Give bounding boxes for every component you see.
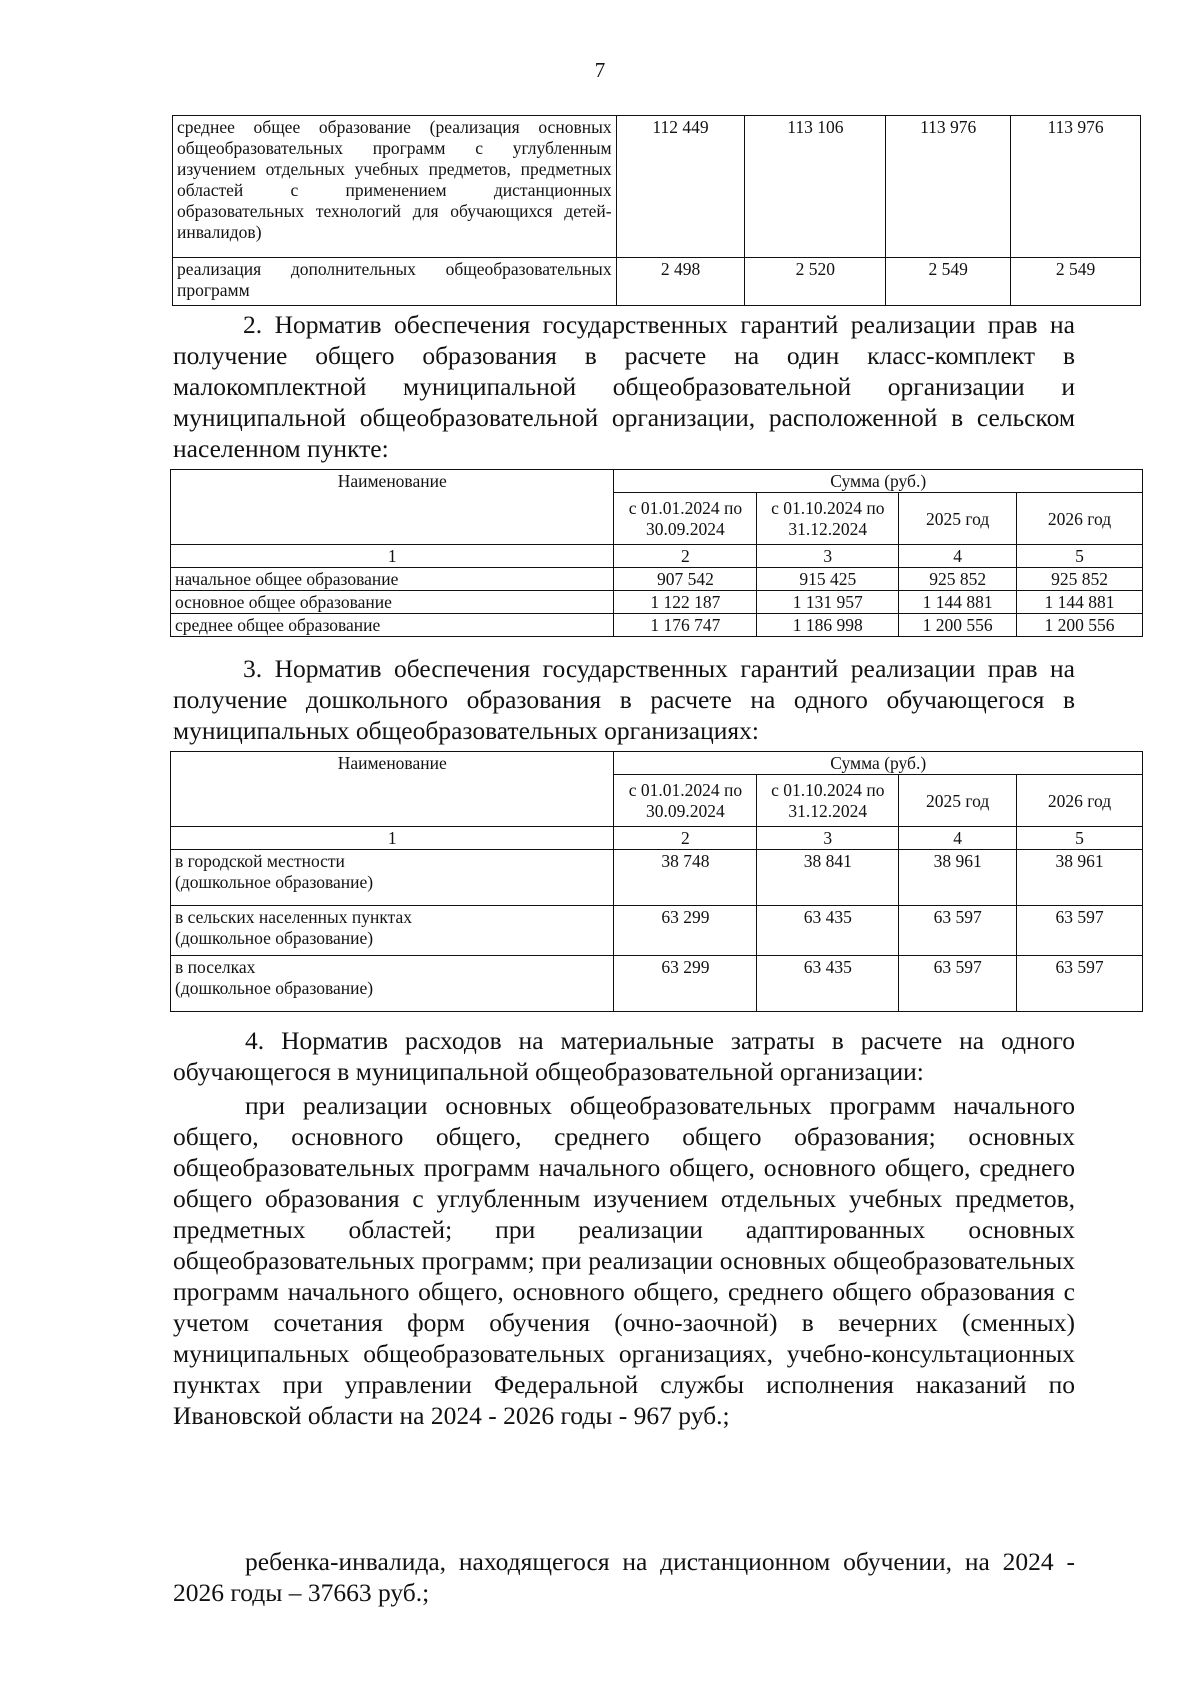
column-number: 4 xyxy=(899,827,1017,850)
value-cell: 2 549 xyxy=(886,258,1011,306)
column-numbers-row xyxy=(171,827,1143,850)
header-period: 2025 год xyxy=(899,493,1017,545)
value-cell: 925 852 xyxy=(899,568,1017,591)
value-cell: 63 597 xyxy=(899,956,1017,1012)
row-name: начальное общее образование xyxy=(171,568,614,591)
table-row xyxy=(171,568,1143,591)
column-number: 1 xyxy=(171,827,614,850)
row-name xyxy=(171,906,614,956)
row-name xyxy=(171,956,614,1012)
value-cell: 2 520 xyxy=(745,258,886,306)
value-cell: 112 449 xyxy=(616,116,745,258)
column-number: 5 xyxy=(1017,545,1143,568)
value-cell: 63 299 xyxy=(614,906,757,956)
column-number: 2 xyxy=(614,545,757,568)
value-cell: 1 144 881 xyxy=(899,591,1017,614)
page-number: 7 xyxy=(594,58,606,82)
row-name: основное общее образование xyxy=(171,591,614,614)
table-row xyxy=(171,614,1143,637)
section-2-text: 2. Норматив обеспечения государственных гарантий реализации прав на получение общего образования в расчете на один класс-комплект в малокомплектной муниципальной общеобразовательной организации и муниципальной общеобразовательной организации, расположенной в сельском населенном пункте: xyxy=(173,310,1075,463)
column-number: 3 xyxy=(757,827,899,850)
table-preschool xyxy=(170,751,1143,1012)
row-name-line2: (дошкольное образование) xyxy=(175,872,374,892)
section-4-item-1: при реализации основных общеобразовательных программ начального общего, основного общего, среднего общего образования; основных общеобразовательных программ начального общего, основного общего, среднего общего образования с углубленным изучением отдельных учебных предметов, предметных областей; при реализации адаптированных основных общеобразовательных программ; при реализации основных общеобразовательных программ начального общего, основного общего, среднего общего образования с учетом сочетания форм обучения (очно-заочной) в вечерних (сменных) муниципальных общеобразовательных организациях, учебно-консультационных пунктах при управлении Федеральной службы исполнения наказаний по Ивановской области на 2024 - 2026 годы - 967 руб.; xyxy=(173,1091,1075,1430)
row-name-line1: в городской местности xyxy=(175,851,345,871)
header-period: 2026 год xyxy=(1017,775,1143,827)
header-period: с 01.01.2024 по 30.09.2024 xyxy=(614,493,757,545)
value-cell: 907 542 xyxy=(614,568,757,591)
header-period: с 01.01.2024 по 30.09.2024 xyxy=(614,775,757,827)
header-period: с 01.10.2024 по 31.12.2024 xyxy=(757,493,899,545)
table-row xyxy=(171,906,1143,956)
value-cell: 38 841 xyxy=(757,850,899,906)
table-row xyxy=(173,116,1141,258)
table-continuation xyxy=(172,115,1141,306)
header-sum: Сумма (руб.) xyxy=(614,752,1143,775)
table-row xyxy=(171,956,1143,1012)
row-name: среднее общее образование xyxy=(171,614,614,637)
table-row xyxy=(171,850,1143,906)
header-name: Наименование xyxy=(171,470,614,545)
row-name-line1: в сельских населенных пунктах xyxy=(175,907,412,927)
row-name: среднее общее образование (реализация основных общеобразовательных программ с углубленным изучением отдельных учебных предметов, предметных областей с применением дистанционных образовательных технологий для обучающихся детей-инвалидов) xyxy=(173,116,617,258)
table-row xyxy=(173,258,1141,306)
value-cell: 2 549 xyxy=(1011,258,1141,306)
value-cell: 38 748 xyxy=(614,850,757,906)
row-name: реализация дополнительных общеобразовательных программ xyxy=(173,258,617,306)
value-cell: 63 597 xyxy=(1017,956,1143,1012)
column-number: 2 xyxy=(614,827,757,850)
value-cell: 63 435 xyxy=(757,906,899,956)
value-cell: 113 976 xyxy=(886,116,1011,258)
row-name xyxy=(171,850,614,906)
header-period: 2026 год xyxy=(1017,493,1143,545)
value-cell: 1 144 881 xyxy=(1017,591,1143,614)
value-cell: 1 200 556 xyxy=(899,614,1017,637)
column-number: 4 xyxy=(899,545,1017,568)
value-cell: 38 961 xyxy=(899,850,1017,906)
section-3-text: 3. Норматив обеспечения государственных гарантий реализации прав на получение дошкольного образования в расчете на одного обучающегося в муниципальных общеобразовательных организациях: xyxy=(173,654,1075,745)
value-cell: 1 186 998 xyxy=(757,614,899,637)
value-cell: 1 176 747 xyxy=(614,614,757,637)
value-cell: 38 961 xyxy=(1017,850,1143,906)
value-cell: 63 435 xyxy=(757,956,899,1012)
header-name: Наименование xyxy=(171,752,614,827)
value-cell: 63 597 xyxy=(899,906,1017,956)
value-cell: 1 131 957 xyxy=(757,591,899,614)
column-number: 3 xyxy=(757,545,899,568)
section-4-item-2: ребенка-инвалида, находящегося на дистанционном обучении, на 2024 - 2026 годы – 37663 руб.; xyxy=(173,1547,1075,1607)
column-numbers-row xyxy=(171,545,1143,568)
value-cell: 915 425 xyxy=(757,568,899,591)
column-number: 5 xyxy=(1017,827,1143,850)
row-name-line1: в поселках xyxy=(175,957,256,977)
header-sum: Сумма (руб.) xyxy=(614,470,1143,493)
section-4-heading: 4. Норматив расходов на материальные затраты в расчете на одного обучающегося в муниципальной общеобразовательной организации: xyxy=(173,1026,1075,1086)
column-number: 1 xyxy=(171,545,614,568)
value-cell: 113 106 xyxy=(745,116,886,258)
header-period: с 01.10.2024 по 31.12.2024 xyxy=(757,775,899,827)
table-class-complect xyxy=(170,469,1143,637)
value-cell: 113 976 xyxy=(1011,116,1141,258)
row-name-line2: (дошкольное образование) xyxy=(175,928,374,948)
value-cell: 1 200 556 xyxy=(1017,614,1143,637)
table-row xyxy=(171,591,1143,614)
value-cell: 1 122 187 xyxy=(614,591,757,614)
value-cell: 2 498 xyxy=(616,258,745,306)
value-cell: 925 852 xyxy=(1017,568,1143,591)
row-name-line2: (дошкольное образование) xyxy=(175,978,374,998)
header-period: 2025 год xyxy=(899,775,1017,827)
value-cell: 63 597 xyxy=(1017,906,1143,956)
value-cell: 63 299 xyxy=(614,956,757,1012)
